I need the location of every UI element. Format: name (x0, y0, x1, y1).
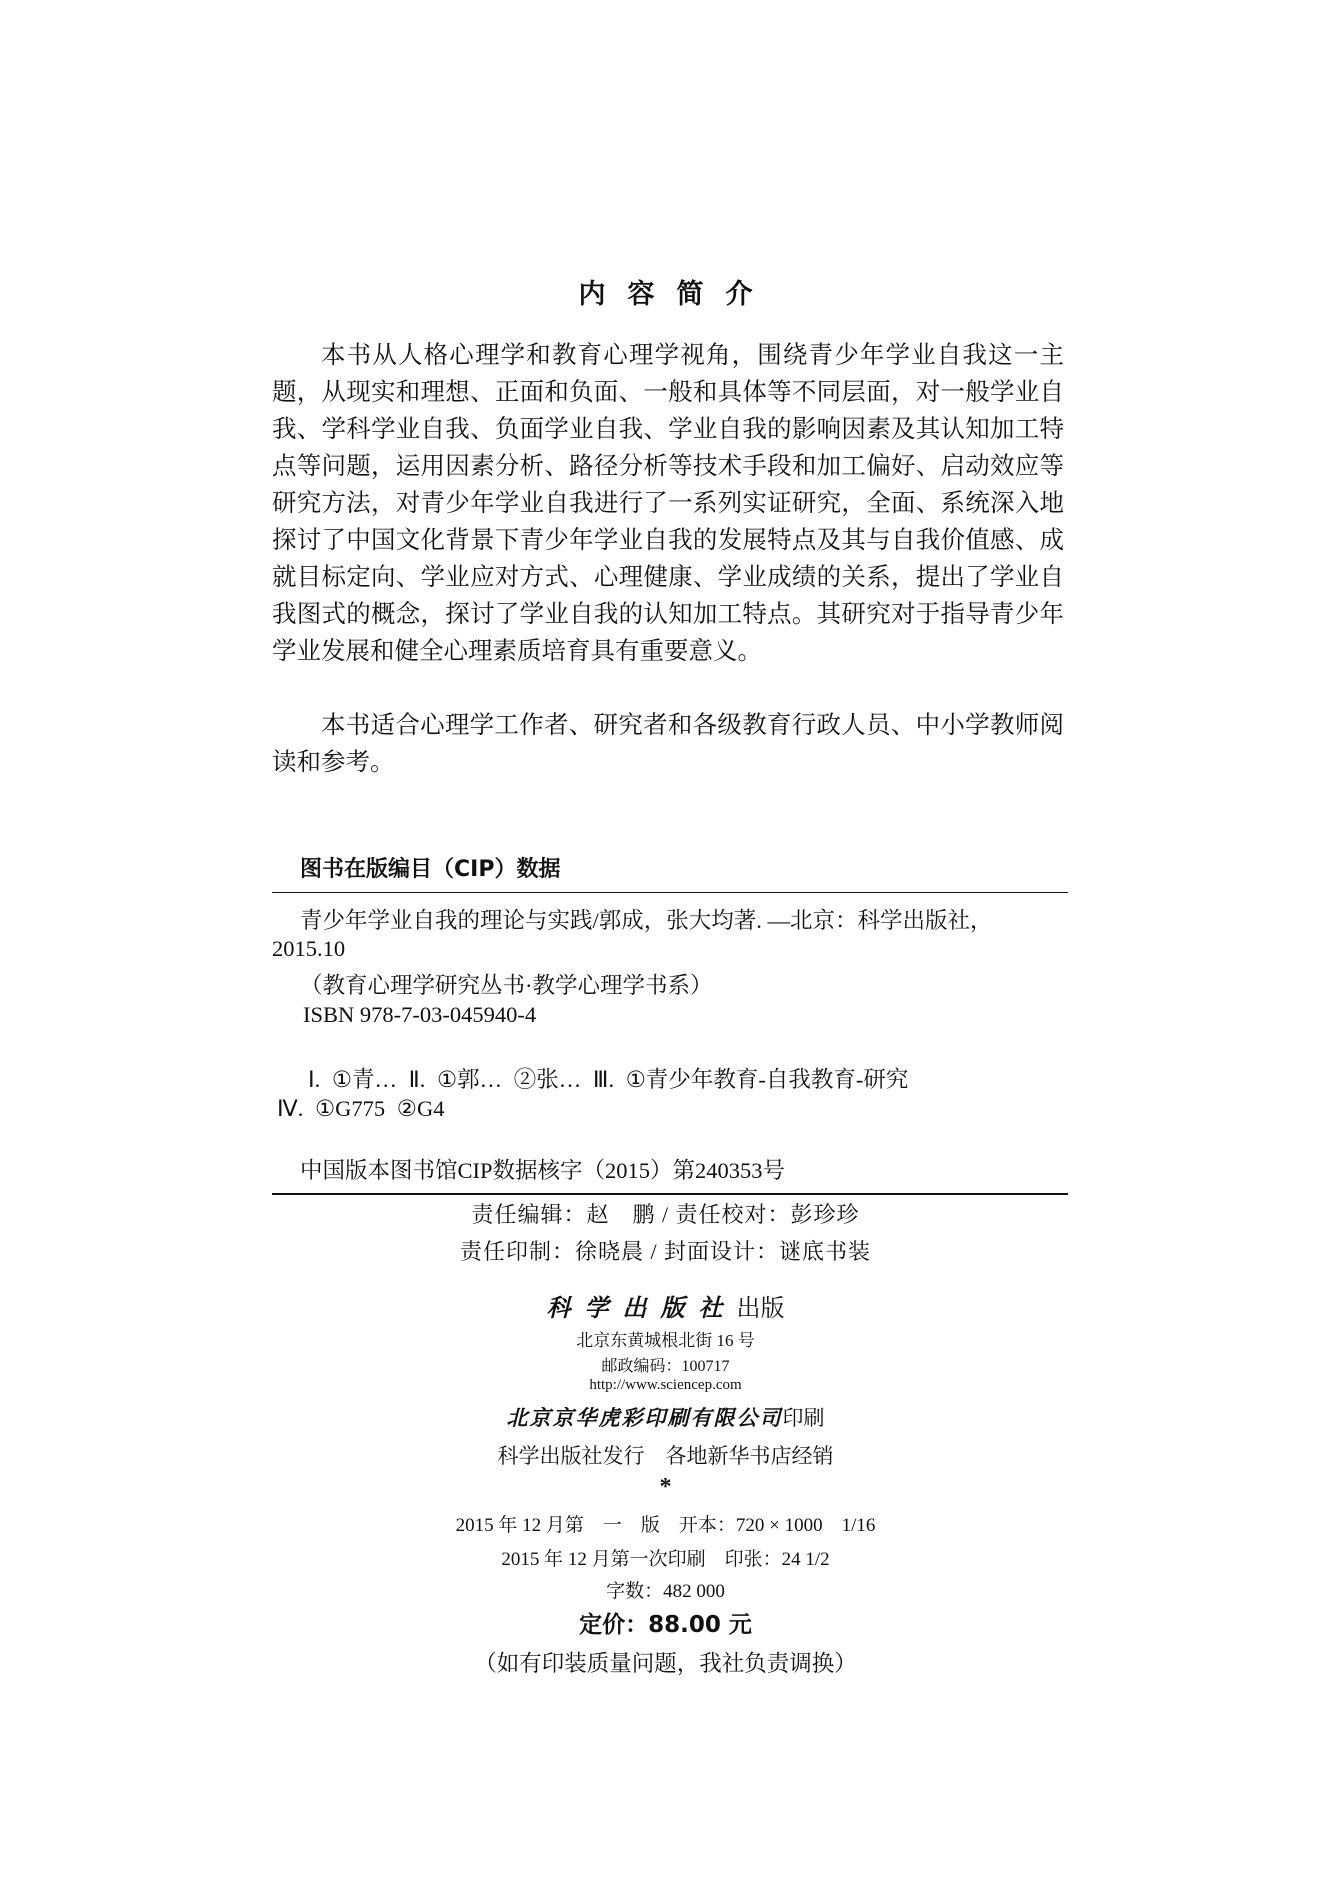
publisher-address: 北京东黄城根北街 16 号 (576, 1331, 755, 1350)
editor-proofreader-line: 责任编辑：赵 鹏 / 责任校对：彭珍珍 (471, 1202, 860, 1227)
publisher-line (0, 1288, 1331, 1323)
publisher-postcode: 邮政编码：100717 (601, 1358, 730, 1375)
price-line: 定价：88.00 元 (579, 1612, 752, 1638)
printing-cover-design-line: 责任印制：徐晓晨 / 封面设计：谜底书装 (459, 1239, 872, 1264)
cip-record-line-2: 2015.10 (272, 936, 346, 961)
cip-isbn: ISBN 978-7-03-045940-4 (303, 1002, 537, 1027)
summary-title: 内容简介 (578, 279, 775, 310)
replacement-notice: （如有印装质量问题，我社负责调换） (474, 1651, 857, 1676)
distribution-line: 科学出版社发行 各地新华书店经销 (497, 1444, 834, 1468)
cip-heading: 图书在版编目（CIP）数据 (300, 857, 561, 882)
publisher-suffix: 出版 (736, 1296, 785, 1322)
printing-sheets-line: 2015 年 12 月第一次印刷 印张：24 1/2 (501, 1549, 830, 1570)
publisher-website: http://www.sciencep.com (589, 1377, 742, 1393)
word-count-line: 字数：482 000 (606, 1581, 725, 1602)
cip-number: 中国版本图书馆CIP数据核字（2015）第240353号 (300, 1158, 786, 1183)
cip-classification-line-1: Ⅰ. ①青… Ⅱ. ①郭… ②张… Ⅲ. ①青少年教育-自我教育-研究 (308, 1067, 909, 1092)
printhouse-name: 北京京华虎彩印刷有限公司 (506, 1405, 783, 1430)
cip-series: （教育心理学研究丛书·教学心理学书系） (300, 973, 713, 998)
printhouse-line (0, 1402, 1331, 1432)
summary-paragraph-1: 本书从人格心理学和教育心理学视角，围绕青少年学业自我这一主题，从现实和理想、正面和负面、一般和具体等不同层面，对一般学业自我、学科学业自我、负面学业自我、学业自我的影响因素及其认知加工特点等问题，运用因素分析、路径分析等技术手段和加工偏好、启动效应等研究方法，对青少年学业自我进行了一系列实证研究，全面、系统深入地探讨了中国文化背景下青少年学业自我的发展特点及其与自我价值感、成就目标定向、学业应对方式、心理健康、学业成绩的关系，提出了学业自我图式的概念，探讨了学业自我的认知加工特点。其研究对于指导青少年学业发展和健全心理素质培育具有重要意义。 (272, 340, 1064, 665)
cip-top-rule (272, 892, 1068, 893)
printhouse-suffix: 印刷 (782, 1406, 825, 1430)
cip-record-line-1: 青少年学业自我的理论与实践/郭成，张大均著. —北京：科学出版社， (300, 908, 993, 933)
summary-paragraph-2: 本书适合心理学工作者、研究者和各级教育行政人员、中小学教师阅读和参考。 (272, 710, 1064, 776)
edition-format-line: 2015 年 12 月第 一 版 开本：720 × 1000 1/16 (455, 1515, 876, 1536)
separator-asterisk: * (659, 1474, 672, 1500)
cip-bottom-rule (272, 1193, 1068, 1195)
publisher-logo-text: 科学出版社 (546, 1293, 737, 1322)
cip-classification-line-2: Ⅳ. ①G775 ②G4 (277, 1096, 445, 1121)
